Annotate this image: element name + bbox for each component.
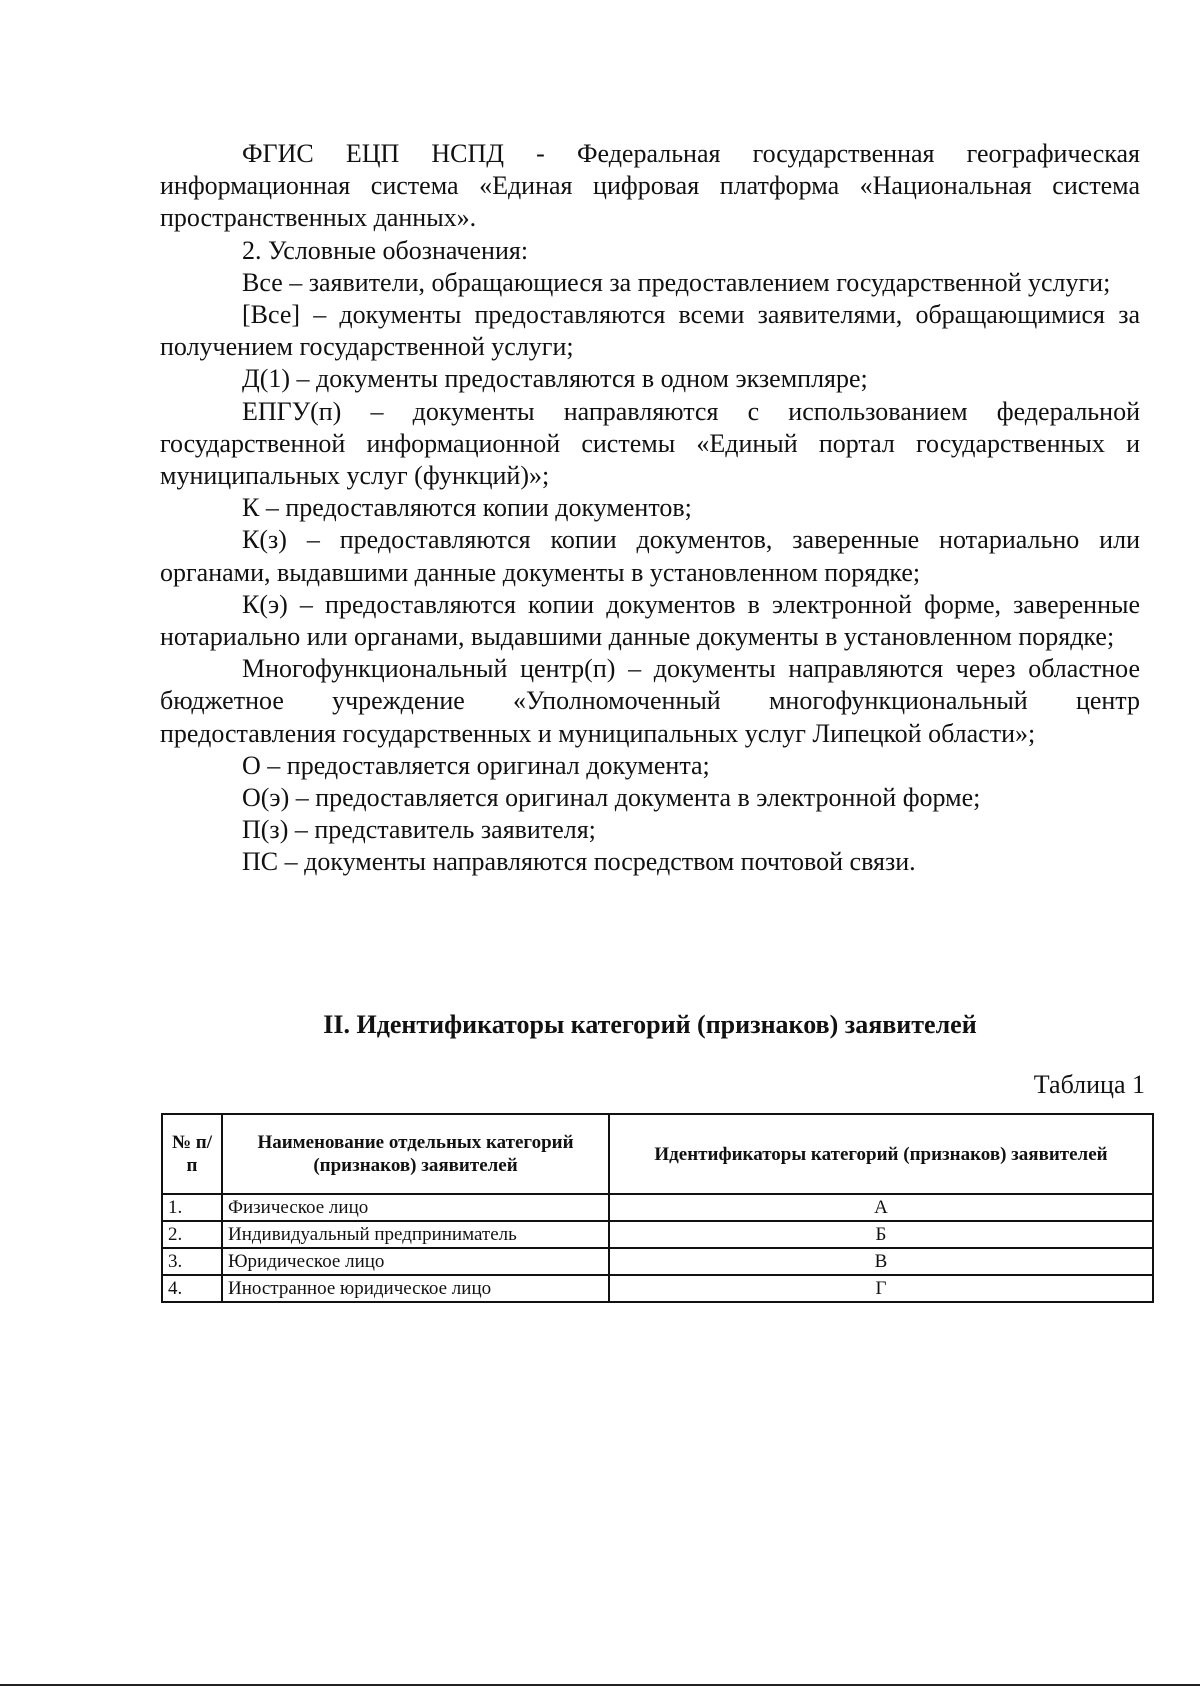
paragraph-legend-k: К – предоставляются копии документов; [242,493,692,523]
table-header-row [162,1114,1153,1194]
header-category-name: Наименование отдельных категорий (признаков) заявителей [222,1114,609,1194]
header-category-id: Идентификаторы категорий (признаков) заявителей [609,1114,1153,1194]
paragraph-legend-epgu: ЕПГУ(п) – документы направляются с использованием федеральной государственной информационной системы «Единый портал государственных и муниципальных услуг (функций)»; [160,396,1140,491]
row-number: 3. [162,1248,222,1275]
table-caption: Таблица 1 [1033,1070,1145,1099]
paragraph-legend-d1: Д(1) – документы предоставляются в одном экземпляре; [242,364,868,394]
paragraph-legend-kz: К(з) – предоставляются копии документов, заверенные нотариально или органами, выдавшими данные документы в установленном порядке; [160,525,1140,587]
table-row [162,1194,1153,1221]
table-row [162,1248,1153,1275]
table-row [162,1275,1153,1302]
row-category-name: Иностранное юридическое лицо [222,1275,609,1302]
paragraph-legend-vse-brackets: [Все] – документы предоставляются всеми заявителями, обращающимися за получением государственной услуги; [160,300,1140,362]
paragraph-legend-o: О – предоставляется оригинал документа; [242,750,710,780]
paragraph-legend-vse: Все – заявители, обращающиеся за предоставлением государственной услуги; [242,267,1111,297]
section-title: II. Идентификаторы категорий (признаков) заявителей [323,1010,977,1039]
row-category-id: Г [609,1275,1153,1302]
paragraph-legend-pz: П(з) – представитель заявителя; [242,815,596,845]
body-text [160,138,1140,879]
row-number: 4. [162,1275,222,1302]
applicant-categories-table [161,1113,1154,1303]
row-category-name: Юридическое лицо [222,1248,609,1275]
row-category-id: В [609,1248,1153,1275]
row-number: 1. [162,1194,222,1221]
paragraph-legend-heading: 2. Условные обозначения: [242,235,529,265]
row-category-id: А [609,1194,1153,1221]
row-category-name: Индивидуальный предприниматель [222,1221,609,1248]
table-row [162,1221,1153,1248]
page-bottom-rule [0,1684,1200,1686]
header-number: № п/п [162,1114,222,1194]
row-category-name: Физическое лицо [222,1194,609,1221]
row-category-id: Б [609,1221,1153,1248]
paragraph-legend-oe: О(э) – предоставляется оригинал документа в электронной форме; [242,783,981,813]
paragraph-legend-mfc: Многофункциональный центр(п) – документы направляются через областное бюджетное учреждение «Уполномоченный многофункциональный центр предоставления государственных и муниципальных услуг Липецкой области»; [160,654,1140,748]
paragraph-legend-ke: К(э) – предоставляются копии документов в электронной форме, заверенные нотариально или органами, выдавшими данные документы в установленном порядке; [160,589,1140,652]
paragraph-fgis-definition: ФГИС ЕЦП НСПД - Федеральная государственная географическая информационная система «Единая цифровая платформа «Национальная система пространственных данных». [160,139,1140,233]
paragraph-legend-ps: ПС – документы направляются посредством почтовой связи. [242,847,916,877]
row-number: 2. [162,1221,222,1248]
